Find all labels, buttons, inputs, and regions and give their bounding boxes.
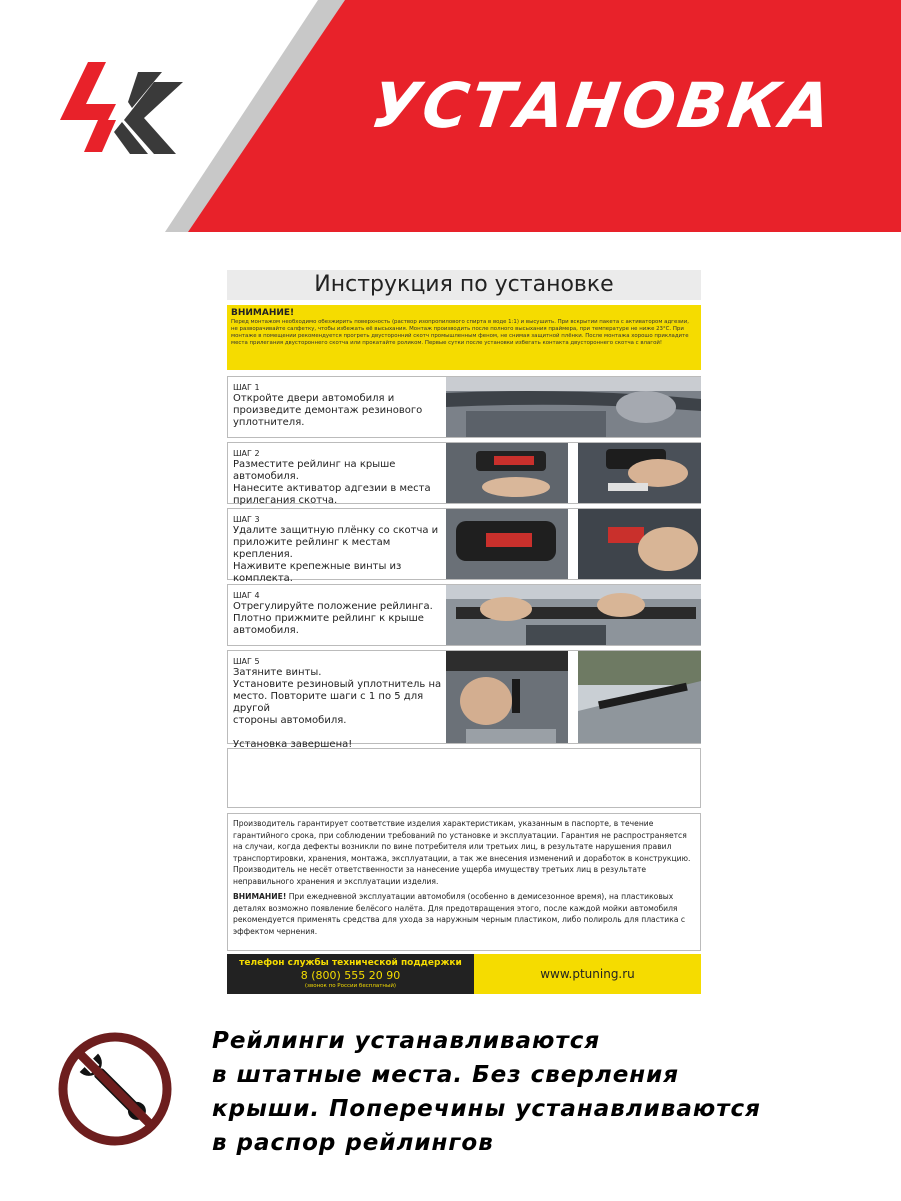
step-label: ШАГ 3: [233, 515, 260, 524]
step-text: Затяните винты. Установите резиновый уплотнитель на место. Повторите шаги с 1 по 5 для другой стороны автомобиля. Установка завершена!: [233, 667, 442, 750]
step-1-photo: [446, 377, 701, 437]
step-label: ШАГ 5: [233, 657, 260, 666]
step-text: Удалите защитную плёнку со скотча и приложите рейлинг к местам крепления. Наживите крепежные винты из комплекта.: [233, 525, 439, 584]
note-line: крыши. Поперечины устанавливаются: [212, 1096, 761, 1122]
note-line: в распор рейлингов: [212, 1130, 494, 1156]
support-label: телефон службы технической поддержки: [239, 958, 462, 968]
step-label: ШАГ 1: [233, 383, 260, 392]
step-label: ШАГ 2: [233, 449, 260, 458]
step-5-photo-a: [446, 651, 568, 743]
step-5-photo-b: [578, 651, 701, 743]
step-2-photo-b: [578, 443, 701, 503]
note-line: Рейлинги устанавливаются: [212, 1028, 601, 1054]
step-5: [227, 650, 701, 750]
step-1: [227, 376, 701, 438]
step-2: [227, 442, 701, 504]
warning-heading: ВНИМАНИЕ!: [231, 308, 295, 318]
support-phone-note: (звонок по России бесплатный): [304, 983, 397, 989]
step-3: [227, 508, 701, 584]
step-text: Разместите рейлинг на крыше автомобиля. Нанесите активатор адгезии в места прилегания скотча.: [233, 459, 431, 506]
step-label: ШАГ 4: [233, 591, 260, 600]
warning-text: Перед монтажом необходимо обезжирить поверхность (раствор изопропилового спирта в воде 1:1) и высушить. При вскрытии пакета с активатором адгезии, не разворачивайте салфетку, чтобы избежать её высыхания. Монтаж производить после полного высыхания праймера, при температуре не ниже 23°С. При монтаже в помещении рекомендуется прогреть двусторонний скотч промышленным феном, не снимая защитной плёнки. После монтажа хорошо прикладите места прилегания двустороннего скотча или прокатайте роликом. Первые сутки после установки избегать контакта двустороннего скотча с влагой!: [231, 319, 689, 346]
support-footer: [227, 954, 701, 994]
header-banner: [0, 0, 901, 232]
installation-note: [212, 1024, 862, 1160]
no-tools-icon: [56, 1030, 174, 1148]
step-text: Откройте двери автомобиля и произведите демонтаж резинового уплотнителя.: [233, 393, 423, 428]
step-3-photo-a: [446, 509, 568, 579]
support-phone-block: [227, 954, 474, 994]
guarantee-warning: [233, 891, 695, 937]
instruction-title: Инструкция по установке: [227, 270, 701, 300]
page-title: УСТАНОВКА: [366, 69, 839, 142]
step-4-photo: [446, 585, 701, 645]
step-4: [227, 584, 701, 646]
guarantee-warning-text: При ежедневной эксплуатации автомобиля (особенно в демисезонное время), на пластиковых деталях возможно появление белёсого налёта. Для предотвращения этого, после каждой мойки автомобиля рекомендуется применять средства для ухода за наружным черным пластиком, либо полироль для пластика с эффектом чернения.: [233, 892, 686, 936]
step-2-photo-a: [446, 443, 568, 503]
warning-box: [227, 305, 701, 370]
support-phone: 8 (800) 555 20 90: [300, 969, 401, 982]
step-3-photo-b: [578, 509, 701, 579]
guarantee-text: Производитель гарантирует соответствие изделия характеристикам, указанным в паспорте, в течение гарантийного срока, при соблюдении требований по установке и эксплуатации. Гарантия не распространяется на случаи, когда дефекты возникли по вине потребителя или третьих лиц, в результате нарушения правил транспортировки, хранения, монтажа, эксплуатации, а так же внесения изменений и доработок в конструкцию. Производитель не несёт ответственности за нанесение ущерба имуществу третьих лиц в результате неправильного хранения и эксплуатации изделия.: [233, 819, 691, 886]
note-line: в штатные места. Без сверления: [212, 1062, 680, 1088]
website-link: www.ptuning.ru: [474, 954, 701, 994]
instruction-sheet: [227, 270, 701, 994]
brand-logo: [58, 62, 188, 162]
step-text: Отрегулируйте положение рейлинга. Плотно прижмите рейлинг к крыше автомобиля.: [233, 601, 433, 636]
empty-box: [227, 748, 701, 808]
guarantee-warning-heading: ВНИМАНИЕ!: [233, 892, 287, 901]
guarantee-box: [227, 813, 701, 951]
